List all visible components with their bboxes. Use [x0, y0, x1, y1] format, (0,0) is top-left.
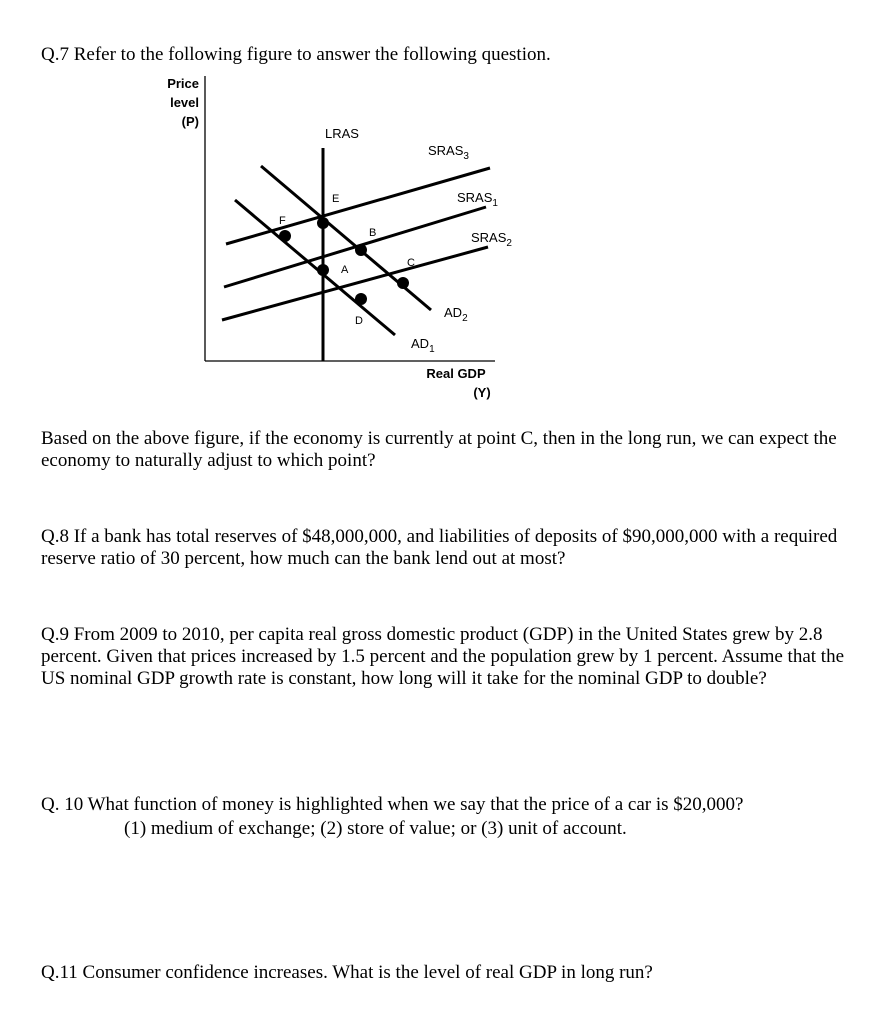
point-a-marker	[317, 264, 329, 276]
sras1-label: $SRAS_1$	[457, 190, 498, 209]
point-a-label: A	[341, 264, 349, 276]
q10-text: Q. 10 What function of money is highlighted when we say that the price of a car is $20,000?	[41, 794, 744, 815]
point-d-marker	[355, 293, 367, 305]
q10-options: (1) medium of exchange; (2) store of value; or (3) unit of account.	[124, 818, 627, 839]
point-c-label: C	[407, 257, 415, 269]
x-axis-label-2: (Y)	[473, 385, 491, 400]
point-f-label: F	[279, 215, 286, 227]
point-f-marker	[279, 230, 291, 242]
q9-text: Q.9 From 2009 to 2010, per capita real gross domestic product (GDP) in the United States grew by 2.8 percent. Given that prices increased by 1.5 percent and the population grew by 1 percent. Assume that the US nominal GDP growth rate is constant, how long will it take for the nominal GDP to double?	[41, 624, 845, 689]
q7-title: Q.7 Refer to the following figure to answer the following question.	[41, 44, 551, 65]
point-e-label: E	[332, 193, 340, 205]
ad1-line	[235, 200, 395, 335]
sras3-line	[226, 168, 490, 244]
ad1-label: $AD_1$	[411, 336, 435, 355]
point-b-marker	[355, 244, 367, 256]
q11-text: Q.11 Consumer confidence increases. What is the level of real GDP in long run?	[41, 962, 653, 983]
point-b-label: B	[369, 227, 377, 239]
x-axis-label-1: Real GDP	[426, 366, 486, 381]
y-axis-label-2: level	[170, 95, 199, 110]
sras2-label: $SRAS_2$	[471, 230, 512, 249]
point-d-label: D	[355, 315, 363, 327]
q8-text: Q.8 If a bank has total reserves of $48,000,000, and liabilities of deposits of $90,000,000 with a required reserve ratio of 30 percent, how much can the bank lend out at most?	[41, 526, 838, 569]
sras3-label: $SRAS_3$	[428, 143, 469, 162]
point-c-marker	[397, 277, 409, 289]
y-axis-label-3: (P)	[181, 114, 199, 129]
point-e-marker	[317, 217, 329, 229]
ad-as-figure	[155, 72, 555, 412]
q7-body: Based on the above figure, if the economy is currently at point C, then in the long run, we can expect the economy to naturally adjust to which point?	[41, 428, 837, 471]
lras-label: LRAS	[325, 126, 359, 141]
y-axis-label-1: Price	[167, 76, 199, 91]
ad2-label: $AD_2$	[444, 305, 468, 324]
